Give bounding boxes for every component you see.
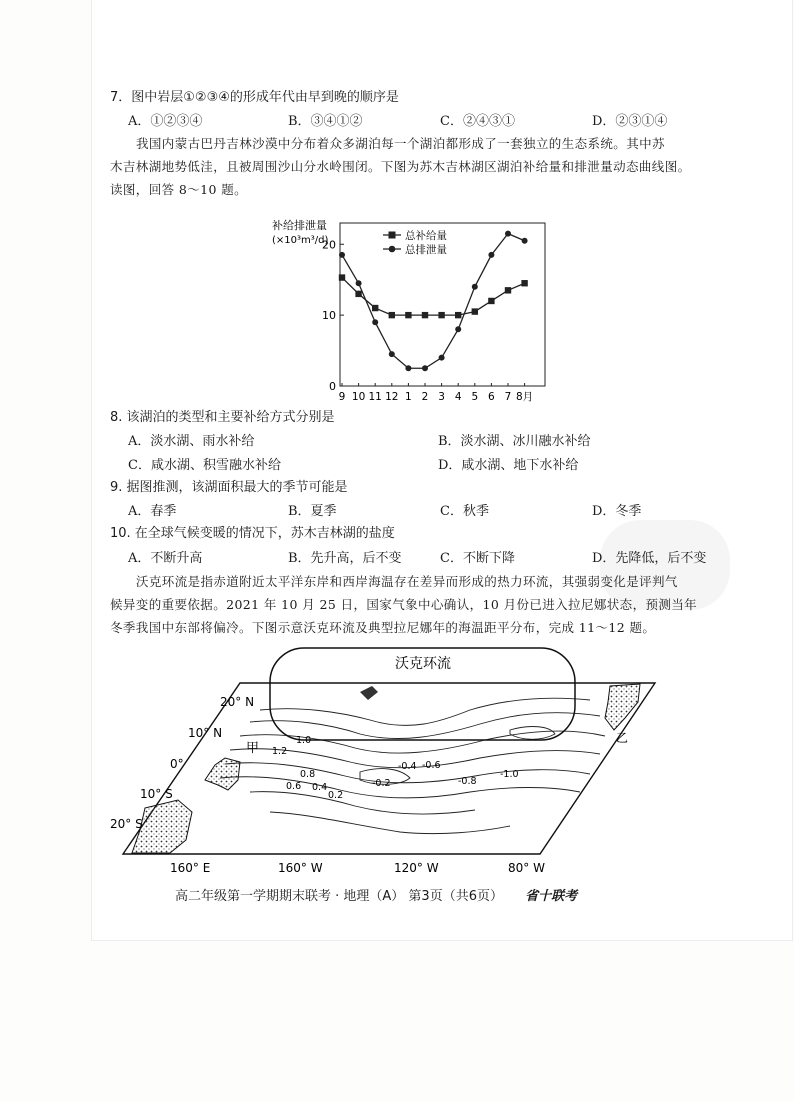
contour-label: 0.4: [312, 782, 328, 793]
legend-supply: 总补给量: [405, 230, 447, 242]
lat-10s: 10° S: [140, 787, 173, 801]
chart-ylabel: 补给排泄量: [272, 219, 327, 232]
island: [360, 686, 378, 700]
q9-option-d: D．冬季: [592, 504, 642, 519]
x-tick-label: 10: [351, 391, 366, 403]
lon-80w: 80° W: [508, 861, 545, 875]
q8-option-d: D．咸水湖、地下水补给: [438, 458, 579, 473]
discharge-point: [488, 252, 494, 258]
lat-10n: 10° N: [188, 726, 223, 740]
x-tick-label: 1: [405, 391, 412, 403]
discharge-point: [405, 365, 411, 371]
x-tick-label: 2: [421, 391, 429, 403]
discharge-point: [356, 280, 362, 286]
supply-point: [372, 305, 378, 311]
q10-option-b: B．先升高，后不变: [288, 551, 402, 566]
contour-label: -0.2: [372, 778, 391, 789]
q7-option-d: D．②③①④: [592, 114, 668, 129]
supply-point: [472, 308, 478, 314]
legend-square-marker: [389, 232, 396, 239]
discharge-point: [455, 326, 461, 332]
x-tick-label: 9: [338, 391, 346, 403]
q8-option-c: C．咸水湖、积雪融水补给: [128, 458, 281, 473]
legend-discharge: 总排泄量: [405, 244, 447, 256]
q9-option-a: A．春季: [128, 504, 177, 519]
discharge-point: [422, 365, 428, 371]
legend-circle-marker: [389, 246, 396, 253]
q8-stem: 8. 该湖泊的类型和主要补给方式分别是: [110, 410, 335, 425]
q10-option-d: D．先降低，后不变: [592, 551, 707, 566]
contour-label: -1.0: [500, 769, 519, 780]
q8-option-b: B．淡水湖、冰川融水补给: [438, 434, 591, 449]
supply-point: [505, 287, 511, 293]
passage-line: 沃克环流是指赤道附近太平洋东岸和西岸海温存在差异而形成的热力环流，其强弱变化是评判气: [136, 574, 678, 589]
q9-option-b: B．夏季: [288, 504, 337, 519]
discharge-point: [505, 231, 511, 237]
footer-text: 高二年级第一学期期末联考 · 地理（A） 第3页（共6页）: [175, 889, 503, 904]
discharge-point: [372, 319, 378, 325]
supply-point: [355, 291, 361, 297]
q7-stem: 7．图中岩层①②③④的形成年代由早到晚的顺序是: [110, 90, 399, 105]
q7-option-a: A．①②③④: [128, 114, 203, 129]
page-footer: [175, 885, 577, 904]
contour-label: -0.8: [458, 776, 477, 787]
q9-stem: 9. 据图推测，该湖面积最大的季节可能是: [110, 480, 348, 495]
y-tick-label: 0: [329, 380, 336, 393]
point-jia: 甲: [246, 741, 260, 756]
supply-point: [405, 312, 411, 318]
lake-budget-chart: [270, 213, 610, 403]
passage-walker: [110, 570, 697, 639]
q10-option-c: C．不断下降: [440, 551, 515, 566]
point-yi: 乙: [616, 731, 629, 745]
q10-option-a: A．不断升高: [128, 551, 203, 566]
passage-line: 读图，回答 8～10 题。: [110, 182, 248, 197]
y-tick-label: 10: [322, 309, 336, 323]
contour-label: -0.4: [398, 761, 417, 772]
y-tick-label: 20: [322, 238, 336, 252]
lon-160w: 160° W: [278, 861, 323, 875]
discharge-point: [472, 284, 478, 290]
lat-20n: 20° N: [220, 695, 255, 709]
q8-option-a: A．淡水湖、雨水补给: [128, 434, 255, 449]
contour-label: 1.2: [272, 746, 288, 757]
x-tick-label: 6: [488, 391, 495, 403]
supply-point: [389, 312, 395, 318]
lon-120w: 120° W: [394, 861, 439, 875]
supply-point: [455, 312, 461, 318]
supply-point: [488, 298, 494, 304]
lon-160e: 160° E: [170, 861, 211, 875]
passage-sumujilin: [110, 132, 691, 201]
walker-map: [110, 640, 670, 880]
passage-line: 木吉林湖地势低洼，且被周围沙山分水岭围闭。下图为苏木吉林湖区湖泊补给量和排泄量动态曲线图。: [110, 159, 691, 174]
land-south-america: [605, 684, 640, 730]
q7-option-c: C．②④③①: [440, 114, 515, 129]
chart-legend: [383, 229, 447, 256]
contour-label: 0.6: [286, 781, 302, 792]
discharge-point: [439, 355, 445, 361]
supply-point: [339, 274, 345, 280]
supply-point: [438, 312, 444, 318]
supply-point: [521, 280, 527, 286]
discharge-point: [339, 252, 345, 258]
x-tick-label: 3: [438, 391, 445, 403]
chart-y-ticks: [322, 238, 344, 393]
x-tick-label: 5: [471, 391, 479, 403]
contour-label: 1.0: [296, 735, 312, 746]
supply-point: [422, 312, 428, 318]
map-title: 沃克环流: [395, 656, 451, 672]
passage-line: 冬季我国中东部将偏冷。下图示意沃克环流及典型拉尼娜年的海温距平分布，完成 11～12 题。: [110, 620, 656, 635]
discharge-point: [389, 351, 395, 357]
x-tick-label: 12: [385, 391, 399, 403]
x-tick-label: 7: [504, 391, 512, 403]
x-tick-label: 4: [454, 391, 462, 403]
lat-20s: 20° S: [110, 817, 143, 831]
contour-label: -0.6: [422, 760, 441, 771]
chart-yunit: (×10³m³/d): [272, 235, 329, 246]
x-tick-label: 8月: [516, 391, 534, 403]
q7-option-b: B．③④①②: [288, 114, 363, 129]
q10-stem: 10. 在全球气候变暖的情况下，苏木吉林湖的盐度: [110, 526, 395, 541]
q9-option-c: C．秋季: [440, 504, 489, 519]
footer-brand: 省十联考: [525, 889, 578, 904]
x-tick-label: 11: [368, 391, 382, 403]
contour-label: 0.2: [328, 790, 344, 801]
discharge-point: [522, 238, 528, 244]
contour-label: 0.8: [300, 769, 316, 780]
lat-0: 0°: [170, 757, 184, 771]
passage-line: 候异变的重要依据。2021 年 10 月 25 日，国家气象中心确认，10 月份已进入拉尼娜状态，预测当年: [110, 597, 698, 612]
passage-line: 我国内蒙古巴丹吉林沙漠中分布着众多湖泊每一个湖泊都形成了一套独立的生态系统。其中苏: [136, 136, 665, 151]
